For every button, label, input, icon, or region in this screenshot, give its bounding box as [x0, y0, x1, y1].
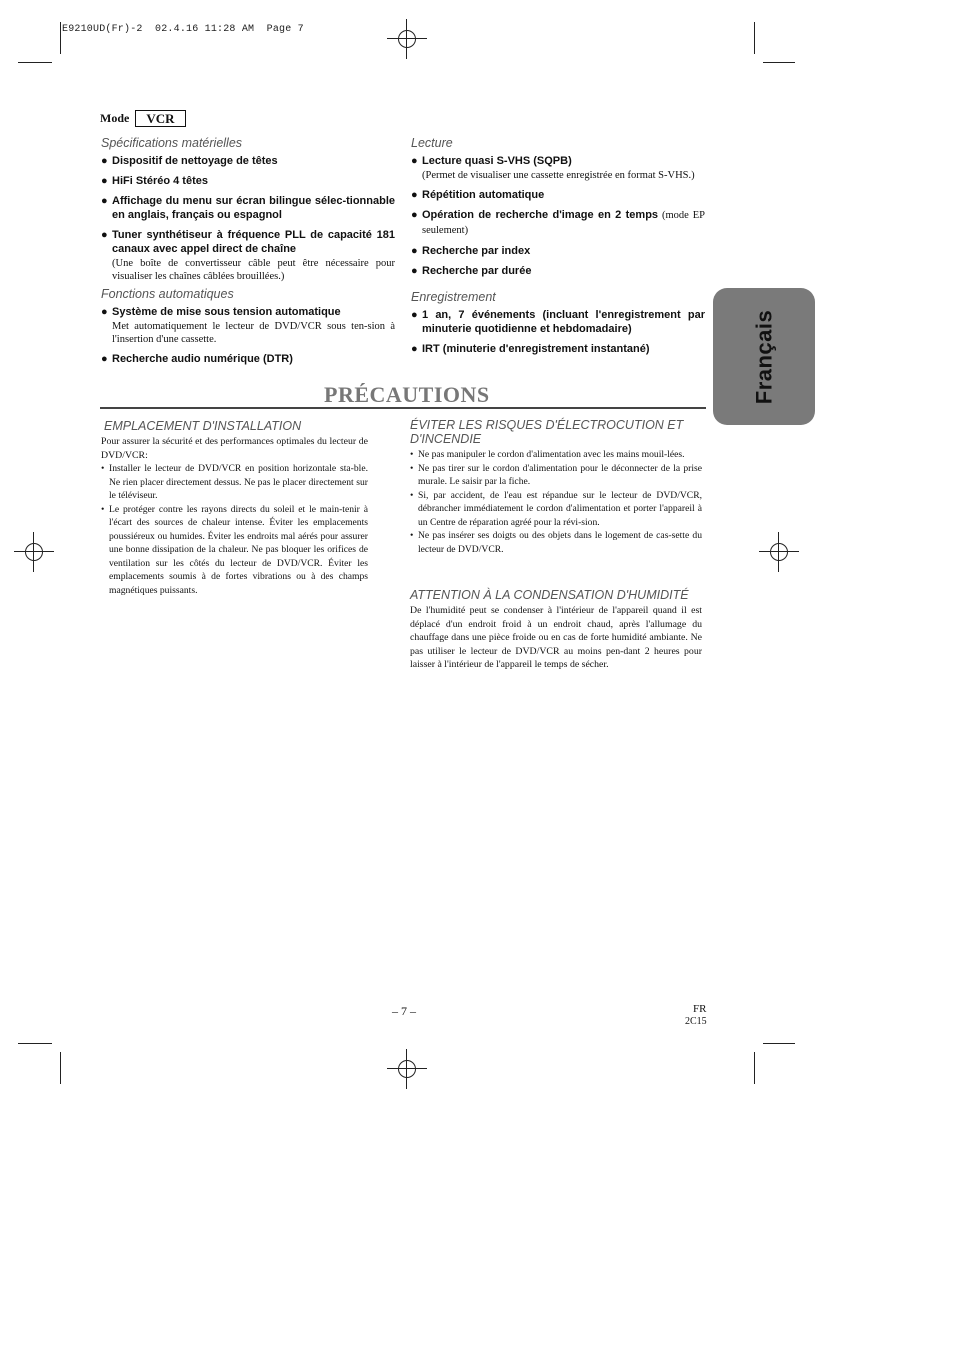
auto-item: ● Recherche audio numérique (DTR) [101, 353, 293, 365]
emplacement-section [101, 419, 368, 597]
bullet-icon: ● [101, 306, 108, 318]
section-title-specs: Spécifications matérielles [101, 136, 243, 150]
bullet-icon: ● [101, 175, 108, 187]
registration-mark-icon [387, 1049, 427, 1089]
mode-label: Mode [100, 111, 130, 125]
electro-title: ÉVITER LES RISQUES D'ÉLECTROCUTION ET D'INCENDIE [410, 418, 684, 446]
lecture-item: ● Opération de recherche d'image en 2 temps (mode EP seulement) [411, 209, 705, 236]
bullet-icon: • [101, 503, 105, 515]
bullet-icon: • [410, 489, 414, 501]
bullet-icon: ● [411, 245, 418, 257]
section-title-enregistrement: Enregistrement [411, 290, 496, 304]
bullet-icon: • [410, 530, 414, 541]
crop-mark [763, 1043, 795, 1044]
bullet-icon: ● [101, 229, 108, 241]
list-item: • Ne pas manipuler le cordon d'alimentation avec les mains mouil-lées. [410, 449, 685, 460]
precautions-title: PRÉCAUTIONS [324, 382, 490, 407]
crop-mark [754, 22, 755, 54]
list-item: • Ne pas insérer ses doigts ou des objets dans le logement de cas-sette du lecteur de DVD/VCR. [410, 530, 702, 555]
lecture-item: ● Répétition automatique [411, 189, 545, 201]
condensation-title: ATTENTION À LA CONDENSATION D'HUMIDITÉ [410, 588, 689, 602]
spec-note: (Une boîte de convertisseur câble peut être nécessaire pour visualiser les chaînes câblées brouillées.) [112, 258, 395, 282]
list-item: • Installer le lecteur de DVD/VCR en position horizontale sta-ble. Ne rien placer directement dessus. Ne pas le placer directement sur le téléviseur. [101, 463, 368, 501]
bullet-icon: • [410, 462, 414, 474]
auto-note: Met automatiquement le lecteur de DVD/VCR sous ten-sion à l'insertion d'une cassette. [112, 321, 395, 345]
auto-item: ● Système de mise sous tension automatique Met automatiquement le lecteur de DVD/VCR sous ten-sion à l'insertion d'une cassette. [101, 306, 395, 345]
lecture-item: ● Recherche par durée [411, 265, 532, 277]
condensation-section [410, 588, 702, 672]
bullet-icon: ● [411, 189, 418, 201]
condensation-text: De l'humidité peut se condenser à l'intérieur de l'appareil quand il est déplacé d'un endroit froid à un endroit chaud, après l'allumage du chauffage dans une pièce froide ou en cas de forte humidité ambiante. Ne pas utiliser le lecteur de DVD/VCR au moins pen-dant 2 heures pour laisser à l'intérieur de l'appareil le temps de sécher. [410, 605, 702, 670]
language-tab [713, 288, 815, 425]
bullet-icon: ● [101, 155, 108, 167]
right-column [411, 136, 705, 362]
list-item: • Ne pas tirer sur le cordon d'alimentation pour le déconnecter de la prise murale. Le saisir par la fiche. [410, 462, 702, 487]
list-item: • Si, par accident, de l'eau est répandue sur le lecteur de DVD/VCR, débrancher immédiatement le cordon d'alimentation et porter l'appareil à un Centre de réparation agréé pour la révi-sion. [410, 489, 702, 528]
registration-mark-icon [387, 19, 427, 59]
electro-list [410, 448, 702, 556]
mode-indicator [100, 110, 186, 127]
crop-mark [18, 62, 52, 63]
bullet-icon: • [101, 463, 105, 474]
enreg-item: ● IRT (minuterie d'enregistrement instantané) [411, 343, 650, 355]
bullet-icon: • [410, 449, 414, 460]
bullet-icon: ● [411, 265, 418, 277]
bullet-icon: ● [411, 155, 418, 167]
electro-section [410, 418, 702, 556]
language-code: FR [693, 1003, 707, 1015]
bullet-icon: ● [101, 195, 108, 207]
print-header-line: E9210UD(Fr)-2 02.4.16 11:28 AM Page 7 [62, 24, 304, 35]
language-tab-label: Français [751, 309, 776, 404]
bullet-icon: ● [101, 353, 108, 365]
spec-item: ● Tuner synthétiseur à fréquence PLL de capacité 181 canaux avec appel direct de chaîne (Une boîte de convertisseur câble peut être nécessaire pour visualiser les chaînes câblées brouillées.) [101, 229, 395, 282]
emplacement-list [101, 462, 368, 597]
crop-mark [18, 1043, 52, 1044]
crop-mark [754, 1052, 755, 1084]
bullet-icon: ● [411, 209, 418, 221]
spec-item: ● Dispositif de nettoyage de têtes [101, 155, 278, 167]
bullet-icon: ● [411, 309, 418, 321]
mode-badge: VCR [135, 110, 185, 127]
list-item: • Le protéger contre les rayons directs du soleil et le main-tenir à l'écart des sources de chaleur intense. Éviter les emplacements poussiéreux ou humides. Éviter les endroits mal aérés pour assurer une bonne dissipation de la chaleur. Ne pas bloquer les orifices de ventilation sur les côtés du lecteur de DVD/VCR. Éviter les emplacements soumis à de fortes vibrations ou à des champs magnétiques puissants. [101, 503, 368, 596]
crop-mark [763, 62, 795, 63]
emplacement-title: EMPLACEMENT D'INSTALLATION [104, 419, 302, 433]
bullet-icon: ● [411, 343, 418, 355]
document-code: 2C15 [685, 1016, 707, 1027]
crop-mark [60, 1052, 61, 1084]
spec-item: ● HiFi Stéréo 4 têtes [101, 175, 208, 187]
lecture-item: ● Lecture quasi S-VHS (SQPB) (Permet de visualiser une cassette enregistrée en format S-VHS.) [411, 154, 705, 182]
registration-mark-icon [759, 532, 799, 572]
spec-item: ● Affichage du menu sur écran bilingue sélec-tionnable en anglais, français ou espagnol [101, 195, 395, 221]
section-title-lecture: Lecture [411, 136, 453, 150]
lecture-inline-note: (mode EP seulement) [422, 210, 705, 236]
registration-mark-icon [14, 532, 54, 572]
enreg-item: ● 1 an, 7 événements (incluant l'enregistrement par minuterie quotidienne et hebdomadaire) [411, 309, 705, 335]
crop-mark [60, 22, 61, 54]
section-title-auto: Fonctions automatiques [101, 287, 234, 301]
section-divider [100, 407, 706, 409]
emplacement-intro: Pour assurer la sécurité et des performances optimales du lecteur de DVD/VCR: [101, 436, 368, 461]
page-number: – 7 – [392, 1004, 416, 1018]
lecture-item: ● Recherche par index [411, 245, 531, 257]
lecture-note: (Permet de visualiser une cassette enregistrée en format S-VHS.) [422, 170, 695, 181]
left-column [101, 136, 395, 372]
